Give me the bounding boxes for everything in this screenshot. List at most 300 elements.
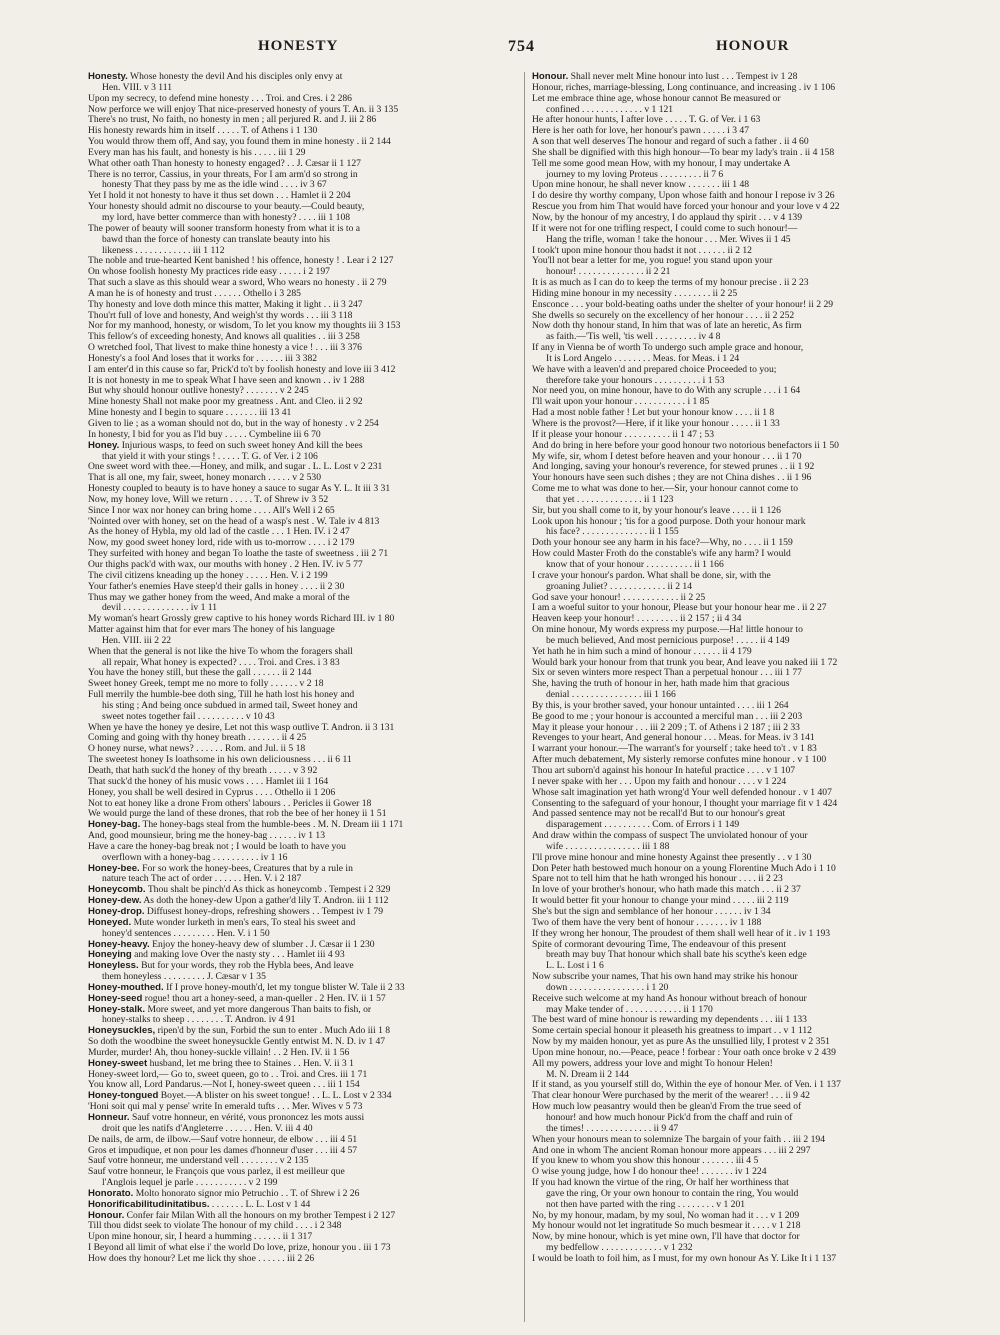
concordance-line xyxy=(88,712,516,723)
concordance-line xyxy=(88,1113,516,1124)
line-text: I'll wait upon your honour . . . . . . . . . . . i 1 85 xyxy=(532,397,710,408)
line-text: If I prove honey-mouth'd, let my tongue blister W. Tale ii 2 33 xyxy=(166,982,405,993)
line-text: Now, by mine honour, which is yet mine own, I'll have that doctor for xyxy=(532,1232,800,1243)
concordance-line xyxy=(532,235,938,246)
line-text: Shall never melt Mine honour into lust . . . Tempest iv 1 28 xyxy=(570,72,798,82)
line-text: Boyet.—A blister on his sweet tongue! . . L. L. Lost v 2 334 xyxy=(160,1091,392,1102)
line-text: Come me to what was done to her.—Sir, your honour cannot come to xyxy=(532,484,799,495)
concordance-line xyxy=(88,126,516,137)
concordance-line xyxy=(88,1254,516,1265)
line-text: journey to my loving Proteus . . . . . . . . . ii 7 6 xyxy=(546,169,724,180)
concordance-line xyxy=(88,213,516,224)
concordance-line xyxy=(88,1221,516,1232)
concordance-line xyxy=(532,1026,938,1037)
line-text: A man he is of honesty and trust . . . . . . Othello i 3 285 xyxy=(88,288,301,299)
concordance-line xyxy=(88,766,516,777)
line-text: By this, is your brother saved, your honour untainted . . . . iii 1 264 xyxy=(532,700,789,711)
line-text: 'Honi soit qui mal y pense' write In emerald tufts . . . Mer. Wives v 5 73 xyxy=(88,1102,363,1113)
concordance-line xyxy=(88,473,516,484)
column-divider xyxy=(524,72,525,1322)
concordance-line xyxy=(88,180,516,191)
line-text: honour! and how much honour Pick'd from the chaff and ruin of xyxy=(546,1113,793,1123)
concordance-line xyxy=(88,386,516,397)
line-text: When your honours mean to solemnize The bargain of your faith . . iii 2 194 xyxy=(532,1134,825,1145)
concordance-line xyxy=(88,668,516,679)
line-text: More sweet, and yet more dangerous Than baits to fish, or xyxy=(147,1004,372,1015)
concordance-line xyxy=(532,256,938,267)
concordance-line xyxy=(88,191,516,202)
line-text: husband, let me bring thee to Staines . . Hen. V. ii 3 1 xyxy=(149,1058,354,1069)
concordance-line xyxy=(532,213,938,224)
line-text: I'll prove mine honour and mine honesty Against thee presently . . v 1 30 xyxy=(532,852,812,863)
line-text: Honesty coupled to beauty is to have honey a sauce to sugar As Y. L. It iii 3 31 xyxy=(88,484,391,495)
line-text: Enjoy the honey-heavy dew of slumber . J. Cæsar ii 1 230 xyxy=(152,939,375,950)
concordance-line xyxy=(532,191,938,202)
concordance-line xyxy=(88,972,516,983)
headword: Honey-dew. xyxy=(88,896,142,907)
line-text: As doth the honey-dew Upon a gather'd lily T. Andron. iii 1 112 xyxy=(143,896,389,907)
concordance-line xyxy=(532,246,938,257)
line-text: It would better fit your honour to change your mind . . . . . iii 2 119 xyxy=(532,896,789,907)
line-text: The civil citizens kneading up the honey . . . . . Hen. V. i 2 199 xyxy=(88,570,328,581)
line-text: That such a slave as this should wear a sword, Who wears no honesty . ii 2 79 xyxy=(88,278,387,289)
line-text: And draw within the compass of suspect The unviolated honour of your xyxy=(532,831,808,842)
line-text: Injurious wasps, to feed on such sweet honey And kill the bees xyxy=(121,440,363,451)
line-text: not then have parted with the ring . . . . . . . . v 1 201 xyxy=(546,1199,746,1210)
concordance-line xyxy=(532,701,938,712)
line-text: Don Peter hath bestowed much honour on a young Florentine Much Ado i 1 10 xyxy=(532,863,836,874)
concordance-line xyxy=(88,354,516,365)
concordance-line xyxy=(532,593,938,604)
concordance-line xyxy=(88,549,516,560)
headword: Honey-mouthed. xyxy=(88,982,164,993)
concordance-line xyxy=(532,1178,938,1189)
line-text: overflown with a honey-bag . . . . . . . . . . iv 1 16 xyxy=(102,852,288,863)
concordance-line xyxy=(88,636,516,647)
concordance-line xyxy=(88,679,516,690)
concordance-line xyxy=(88,321,516,332)
concordance-line xyxy=(532,885,938,896)
line-text: groaning Juliet? . . . . . . . . . . . . ii 2 14 xyxy=(546,581,693,592)
line-text: Thy honesty and love doth mince this matter, Making it light . . ii 3 247 xyxy=(88,299,363,310)
line-text: I Beyond all limit of what else i' the world Do love, prize, honour you . iii 1 73 xyxy=(88,1243,391,1254)
line-text: Gros et impudique, et non pour les dames d'honneur d'user . . . iii 4 57 xyxy=(88,1145,358,1156)
line-text: sweet notes together fail . . . . . . . . . . v 10 43 xyxy=(102,711,275,722)
line-text: I am a woeful suitor to your honour, Please but your honour hear me . ii 2 27 xyxy=(532,603,827,614)
concordance-line xyxy=(88,1070,516,1081)
line-text: Yet I hold it not honesty to have it thus set down . . . Hamlet ii 2 204 xyxy=(88,191,351,202)
concordance-line xyxy=(88,1178,516,1189)
concordance-line xyxy=(532,1080,938,1091)
concordance-line xyxy=(532,1146,938,1157)
line-text: honour! . . . . . . . . . . . . . . ii 2 21 xyxy=(546,267,671,278)
line-text: Thou shalt be pinch'd As thick as honeycomb . Tempest i 2 329 xyxy=(147,885,391,896)
line-text: his sting ; And being once subdued in armed tail, Sweet honey and xyxy=(102,700,358,711)
line-text: Your honesty should admit no discourse to your beauty.—Could beauty, xyxy=(88,202,365,213)
concordance-line xyxy=(532,354,938,365)
line-text: Six or seven winters more respect Than a perpetual honour . . . iii 1 77 xyxy=(532,668,802,679)
line-text: My woman's heart Grossly grew captive to his honey words Richard III. iv 1 80 xyxy=(88,614,395,625)
concordance-line xyxy=(532,1135,938,1146)
line-text: Sweet honey Greek, tempt me no more to folly . . . . . . v 2 18 xyxy=(88,679,324,690)
concordance-line xyxy=(532,929,938,940)
line-text: And do bring in here before your good honour two notorious benefactors ii 1 50 xyxy=(532,440,839,451)
concordance-line xyxy=(88,527,516,538)
left-column xyxy=(88,72,516,1322)
concordance-line xyxy=(532,994,938,1005)
line-text: confined . . . . . . . . . . . . . v 1 121 xyxy=(546,104,674,115)
concordance-line xyxy=(88,267,516,278)
line-text: How could Master Froth do the constable's wife any harm? I would xyxy=(532,549,791,560)
concordance-line xyxy=(88,929,516,940)
headword: Honorificabilitudinitatibus. xyxy=(88,1199,210,1210)
concordance-line xyxy=(532,809,938,820)
line-text: . . . . . . . L. L. Lost v 1 44 xyxy=(211,1199,311,1210)
concordance-line xyxy=(532,961,938,972)
concordance-line xyxy=(88,940,516,951)
line-text: droit que les natifs d'Angleterre . . . . . . Hen. V. iii 4 40 xyxy=(102,1123,313,1134)
line-text: Murder, murder! Ah, thou honey-suckle villain! . . 2 Hen. IV. ii 1 56 xyxy=(88,1047,350,1058)
concordance-line xyxy=(532,820,938,831)
concordance-line xyxy=(532,571,938,582)
concordance-line xyxy=(88,690,516,701)
headword: Honey-heavy. xyxy=(88,939,150,950)
line-text: The power of beauty will sooner transform honesty from what it is to a xyxy=(88,223,361,234)
concordance-line xyxy=(532,744,938,755)
line-text: that yield it with your stings ! . . . . . T. G. of Ver. i 2 106 xyxy=(102,451,318,462)
headword: Honneur. xyxy=(88,1113,130,1123)
line-text: denial . . . . . . . . . . . . . . . iii 1 166 xyxy=(546,690,676,701)
line-text: When ye have the honey ye desire, Let not this wasp outlive T. Andron. ii 3 131 xyxy=(88,722,395,733)
concordance-line xyxy=(532,625,938,636)
headword: Honour. xyxy=(88,1210,125,1221)
line-text: Would bark your honour from that trunk you bear, And leave you naked iii 1 72 xyxy=(532,657,838,668)
line-text: Matter against him that for ever mars The honey of his language xyxy=(88,625,335,636)
concordance-line xyxy=(532,690,938,701)
concordance-line xyxy=(532,430,938,441)
concordance-line xyxy=(88,853,516,864)
concordance-line xyxy=(88,506,516,517)
line-text: therefore take your honours . . . . . . . . . . i 1 53 xyxy=(546,375,725,386)
line-text: And one in whom The ancient Roman honour more appears . . . iii 2 297 xyxy=(532,1145,811,1156)
concordance-line xyxy=(532,560,938,571)
concordance-line xyxy=(532,712,938,723)
line-text: all repair, What honey is expected? . . . . Troi. and Cres. i 3 83 xyxy=(102,657,340,668)
concordance-line xyxy=(532,1113,938,1124)
line-text: Now subscribe your names, That his own hand may strike his honour xyxy=(532,972,798,983)
line-text: disparagement . . . . . . . . . . Com. of Errors i 1 149 xyxy=(546,820,740,831)
line-text: De nails, de arm, de ilbow.—Sauf votre honneur, de elbow . . . iii 4 51 xyxy=(88,1134,358,1145)
concordance-line xyxy=(532,278,938,289)
headword: Honeysuckles, xyxy=(88,1026,156,1037)
line-text: Upon my secrecy, to defend mine honesty . . . Troi. and Cres. i 2 286 xyxy=(88,93,352,104)
concordance-line xyxy=(88,376,516,387)
concordance-line xyxy=(88,647,516,658)
concordance-line xyxy=(88,799,516,810)
line-text: Doth your honour see any harm in his face?—Why, no . . . . ii 1 159 xyxy=(532,538,793,549)
concordance-line xyxy=(532,386,938,397)
concordance-line xyxy=(88,625,516,636)
line-text: Here is her oath for love, her honour's pawn . . . . . i 3 47 xyxy=(532,126,750,137)
concordance-line xyxy=(88,701,516,712)
concordance-line xyxy=(532,1243,938,1254)
headword: Honey-sweet xyxy=(88,1058,148,1069)
concordance-line xyxy=(88,950,516,961)
concordance-line xyxy=(532,126,938,137)
line-text: May it please your honour . . . iii 2 209 ; T. of Athens i 2 187 ; iii 2 33 xyxy=(532,722,800,733)
concordance-line xyxy=(532,1048,938,1059)
line-text: There's no trust, No faith, no honesty in men ; all perjured R. and J. iii 2 86 xyxy=(88,115,377,126)
line-text: L. L. Lost i 1 6 xyxy=(546,961,604,972)
concordance-line xyxy=(532,614,938,625)
concordance-line xyxy=(532,311,938,322)
line-text: Honey-sweet lord,— Go to, sweet queen, go to . . Troi. and Cres. iii 1 71 xyxy=(88,1069,368,1080)
concordance-line xyxy=(88,593,516,604)
headword: Honey-seed xyxy=(88,993,143,1004)
concordance-line xyxy=(88,907,516,918)
line-text: wife . . . . . . . . . . . . . . . . iii 1 88 xyxy=(546,841,670,852)
concordance-line xyxy=(88,809,516,820)
line-text: Let me embrace thine age, whose honour cannot Be measured or xyxy=(532,93,781,104)
line-text: Two of them have the very bent of honour . . . . . . . iv 1 188 xyxy=(532,917,762,928)
line-text: Now, my good sweet honey lord, ride with us to-morrow . . . . i 2 179 xyxy=(88,538,355,549)
running-head-right: HONOUR xyxy=(716,38,790,54)
concordance-line xyxy=(532,582,938,593)
concordance-line xyxy=(88,831,516,842)
concordance-line xyxy=(532,918,938,929)
concordance-line xyxy=(88,658,516,669)
line-text: Have a care the honey-bag break not ; I would be loath to have you xyxy=(88,841,346,852)
concordance-line xyxy=(532,755,938,766)
headword: Honorato. xyxy=(88,1188,134,1199)
line-text: Given to lie ; as a woman should not do, but in the way of honesty . v 2 254 xyxy=(88,419,379,429)
line-text: Your father's enemies Have steep'd their galls in honey . . . . ii 2 30 xyxy=(88,581,345,592)
line-text: I am enter'd in this cause so far, Prick'd to't by foolish honesty and love iii 3 412 xyxy=(88,364,396,375)
line-text: No, by my honour, madam, by my soul, No woman had it . . . v 1 209 xyxy=(532,1210,800,1221)
line-text: If it stand, as you yourself still do, Within the eye of honour Mer. of Ven. i 1 137 xyxy=(532,1080,841,1091)
line-text: There is no terror, Cassius, in your threats, For I am arm'd so strong in xyxy=(88,169,358,180)
line-text: Sir, but you shall come to it, by your honour's leave . . . . ii 1 126 xyxy=(532,505,781,516)
line-text: gave the ring, Or your own honour to contain the ring, You would xyxy=(546,1188,799,1199)
concordance-line xyxy=(88,1005,516,1016)
concordance-line xyxy=(532,224,938,235)
line-text: The honey-bags steal from the humble-bees . M. N. Dream iii 1 171 xyxy=(142,820,404,831)
line-text: Coming and going with thy honey breath . . . . . . . ii 4 25 xyxy=(88,733,307,744)
concordance-line xyxy=(88,820,516,831)
line-text: l'Anglois lequel je parle . . . . . . . . . . . v 2 199 xyxy=(102,1178,278,1189)
concordance-line xyxy=(532,159,938,170)
line-text: Sauf votre honneur, en vérité, vous prononcez les mots aussi xyxy=(131,1113,365,1123)
concordance-line xyxy=(88,1026,516,1037)
line-text: I do desire thy worthy company, Upon whose faith and honour I repose iv 3 26 xyxy=(532,191,835,202)
line-text: What other oath Than honesty to honesty engaged? . . J. Cæsar ii 1 127 xyxy=(88,158,361,169)
line-text: So doth the woodbine the sweet honeysuckle Gently entwist M. N. D. iv 1 47 xyxy=(88,1037,386,1048)
concordance-line xyxy=(88,571,516,582)
line-text: Now, by the honour of my ancestry, I do applaud thy spirit . . . v 4 139 xyxy=(532,212,803,223)
concordance-line xyxy=(532,1059,938,1070)
line-text: Hen. VIII. v 3 111 xyxy=(102,82,172,93)
concordance-line xyxy=(532,1015,938,1026)
concordance-line xyxy=(88,332,516,343)
concordance-line xyxy=(532,397,938,408)
line-text: If you had known the virtue of the ring, Or half her worthiness that xyxy=(532,1178,789,1189)
concordance-line xyxy=(88,733,516,744)
line-text: She shall be dignified with this high honour—To bear my lady's train . ii 4 158 xyxy=(532,147,835,158)
line-text: Honesty's a fool And loses that it works for . . . . . . iii 3 382 xyxy=(88,353,318,364)
concordance-line xyxy=(532,733,938,744)
concordance-line xyxy=(532,484,938,495)
concordance-line xyxy=(532,950,938,961)
concordance-line xyxy=(88,495,516,506)
concordance-line xyxy=(88,614,516,625)
line-text: For so work the honey-bees, Creatures that by a rule in xyxy=(142,863,353,874)
concordance-line xyxy=(532,972,938,983)
concordance-line xyxy=(532,907,938,918)
concordance-line xyxy=(88,603,516,614)
concordance-line xyxy=(88,1080,516,1091)
line-text: O wretched fool, That livest to make thine honesty a vice ! . . . iii 3 376 xyxy=(88,343,362,354)
line-text: rogue! thou art a honey-seed, a man-queller . 2 Hen. IV. ii 1 57 xyxy=(144,993,386,1004)
line-text: them honeyless . . . . . . . . . J. Cæsar v 1 35 xyxy=(102,972,266,983)
line-text: His honesty rewards him in itself . . . . . T. of Athens i 1 130 xyxy=(88,126,318,137)
line-text: Mute wonder lurketh in men's ears, To steal his sweet and xyxy=(133,917,356,928)
concordance-line xyxy=(532,343,938,354)
concordance-line xyxy=(88,1102,516,1113)
line-text: The best ward of mine honour is rewarding my dependents . . . iii 1 133 xyxy=(532,1015,807,1026)
concordance-line xyxy=(88,1146,516,1157)
concordance-line xyxy=(532,766,938,777)
concordance-line xyxy=(532,94,938,105)
headword: Honey-drop. xyxy=(88,906,145,917)
line-text: as faith.—'Tis well, 'tis well . . . . . . . . . iv 4 8 xyxy=(546,332,721,343)
headword: Honeycomb. xyxy=(88,885,146,896)
line-text: and making love Over the nasty sty . . . Hamlet iii 4 93 xyxy=(134,950,345,961)
concordance-line xyxy=(532,1221,938,1232)
headword: Honey-bee. xyxy=(88,863,140,874)
concordance-line xyxy=(532,170,938,181)
line-text: Had a most noble father ! Let but your honour know . . . . ii 1 8 xyxy=(532,408,775,419)
concordance-line xyxy=(88,1124,516,1135)
concordance-line xyxy=(532,1211,938,1222)
concordance-line xyxy=(532,864,938,875)
concordance-line xyxy=(88,961,516,972)
concordance-line xyxy=(532,549,938,560)
line-text: God save your honour! . . . . . . . . . . . . ii 2 25 xyxy=(532,592,706,603)
concordance-line xyxy=(88,918,516,929)
concordance-line xyxy=(532,300,938,311)
concordance-line xyxy=(532,1091,938,1102)
line-text: know that of your honour . . . . . . . . . . ii 1 166 xyxy=(546,559,724,570)
concordance-line xyxy=(532,408,938,419)
line-text: You know all, Lord Pandarus.—Not I, honey-sweet queen . . . iii 1 154 xyxy=(88,1080,360,1091)
line-text: be much believed, And most pernicious purpose! . . . . . ii 4 149 xyxy=(546,635,790,646)
right-column xyxy=(532,72,938,1322)
concordance-line xyxy=(88,441,516,452)
concordance-line xyxy=(532,658,938,669)
line-text: My wife, sir, whom I detest before heaven and your honour . . . ii 1 70 xyxy=(532,451,802,462)
line-text: If any in Vienna be of worth To undergo such ample grace and honour, xyxy=(532,343,804,354)
concordance-line xyxy=(532,1232,938,1243)
concordance-line xyxy=(532,332,938,343)
concordance-line xyxy=(88,83,516,94)
line-text: Receive such welcome at my hand As honour without breach of honour xyxy=(532,993,807,1004)
concordance-line xyxy=(532,679,938,690)
line-text: Some certain special honour it pleaseth his greatness to impart . . v 1 112 xyxy=(532,1026,812,1037)
line-text: Yet hath he in him such a mind of honour . . . . . . ii 4 179 xyxy=(532,646,752,657)
line-text: my bedfellow . . . . . . . . . . . . . v 1 232 xyxy=(546,1243,693,1254)
line-text: Honour, riches, marriage-blessing, Long continuance, and increasing . iv 1 106 xyxy=(532,82,836,93)
concordance-line xyxy=(88,408,516,419)
concordance-line xyxy=(532,473,938,484)
line-text: That is all one, my fair, sweet, honey monarch . . . . . v 2 530 xyxy=(88,473,322,484)
concordance-line xyxy=(88,430,516,441)
line-text: Upon mine honour, no.—Peace, peace ! forbear : Your oath once broke v 2 439 xyxy=(532,1047,836,1058)
concordance-line xyxy=(88,484,516,495)
concordance-line xyxy=(532,289,938,300)
line-text: They surfeited with honey and began To loathe the taste of sweetness . iii 2 71 xyxy=(88,549,389,560)
line-text: She dwells so securely on the excellency of her honour . . . . ii 2 252 xyxy=(532,310,795,321)
concordance-line xyxy=(88,1167,516,1178)
line-text: Sauf votre honneur, me understand vell . . . . . . . . v 2 135 xyxy=(88,1156,309,1167)
concordance-line xyxy=(532,495,938,506)
line-text: It is not honesty in me to speak What I have seen and known . . iv 1 288 xyxy=(88,375,365,386)
concordance-line xyxy=(88,159,516,170)
line-text: honey'd sentences . . . . . . . . . Hen. V. i 1 50 xyxy=(102,928,270,939)
concordance-line xyxy=(88,1232,516,1243)
concordance-line xyxy=(88,72,516,83)
line-text: If it please your honour . . . . . . . . . . ii 1 47 ; 53 xyxy=(532,429,714,440)
concordance-line xyxy=(532,72,938,83)
concordance-line xyxy=(88,105,516,116)
line-text: And passed sentence may not be recall'd But to our honour's great xyxy=(532,809,786,820)
line-text: If you knew to whom you show this honour . . . . . . . iii 4 5 xyxy=(532,1156,759,1167)
line-text: Confer fair Milan With all the honours on my brother Tempest i 2 127 xyxy=(126,1210,396,1221)
line-text: 'Nointed over with honey, set on the head of a wasp's nest . W. Tale iv 4 813 xyxy=(88,516,380,527)
concordance-line xyxy=(532,321,938,332)
concordance-line xyxy=(88,560,516,571)
concordance-line xyxy=(88,365,516,376)
line-text: Our thighs pack'd with wax, our mouths with honey . 2 Hen. IV. iv 5 77 xyxy=(88,559,363,570)
concordance-line xyxy=(532,853,938,864)
concordance-line xyxy=(88,311,516,322)
concordance-line xyxy=(532,1156,938,1167)
concordance-line xyxy=(532,376,938,387)
line-text: All my powers, address your love and might To honour Helen! xyxy=(532,1058,773,1069)
line-text: Not to eat honey like a drone From others' labours . . Pericles ii Gower 18 xyxy=(88,798,372,809)
concordance-line xyxy=(532,636,938,647)
concordance-line xyxy=(88,300,516,311)
page-number: 754 xyxy=(508,38,535,55)
concordance-line xyxy=(532,527,938,538)
line-text: Consenting to the safeguard of your honour, I thought your marriage fit v 1 424 xyxy=(532,798,838,809)
concordance-line xyxy=(88,517,516,528)
line-text: As the honey of Hybla, my old lad of the castle . . . 1 Hen. IV. i 2 47 xyxy=(88,527,350,538)
concordance-line xyxy=(88,1211,516,1222)
concordance-line xyxy=(88,1091,516,1102)
concordance-line xyxy=(88,896,516,907)
line-text: Sauf votre honneur, le François que vous parlez, il est meilleur que xyxy=(88,1167,345,1178)
concordance-line xyxy=(532,1102,938,1113)
headword: Honey-tongued xyxy=(88,1091,159,1102)
concordance-line xyxy=(532,668,938,679)
line-text: She, having the truth of honour in her, hath made him that gracious xyxy=(532,679,790,690)
line-text: Thou art suborn'd against his honour In hateful practice . . . . v 1 107 xyxy=(532,766,796,776)
line-text: Hiding mine honour in my necessity . . . . . . . . ii 2 25 xyxy=(532,288,738,299)
line-text: Your honours have seen such dishes ; they are not China dishes . . ii 1 96 xyxy=(532,473,812,484)
concordance-line xyxy=(532,452,938,463)
line-text: may Make tender of . . . . . . . . . . . . ii 1 170 xyxy=(546,1004,713,1015)
line-text: Hang the trifle, woman ! take the honour . . . Mer. Wives ii 1 45 xyxy=(546,234,791,245)
